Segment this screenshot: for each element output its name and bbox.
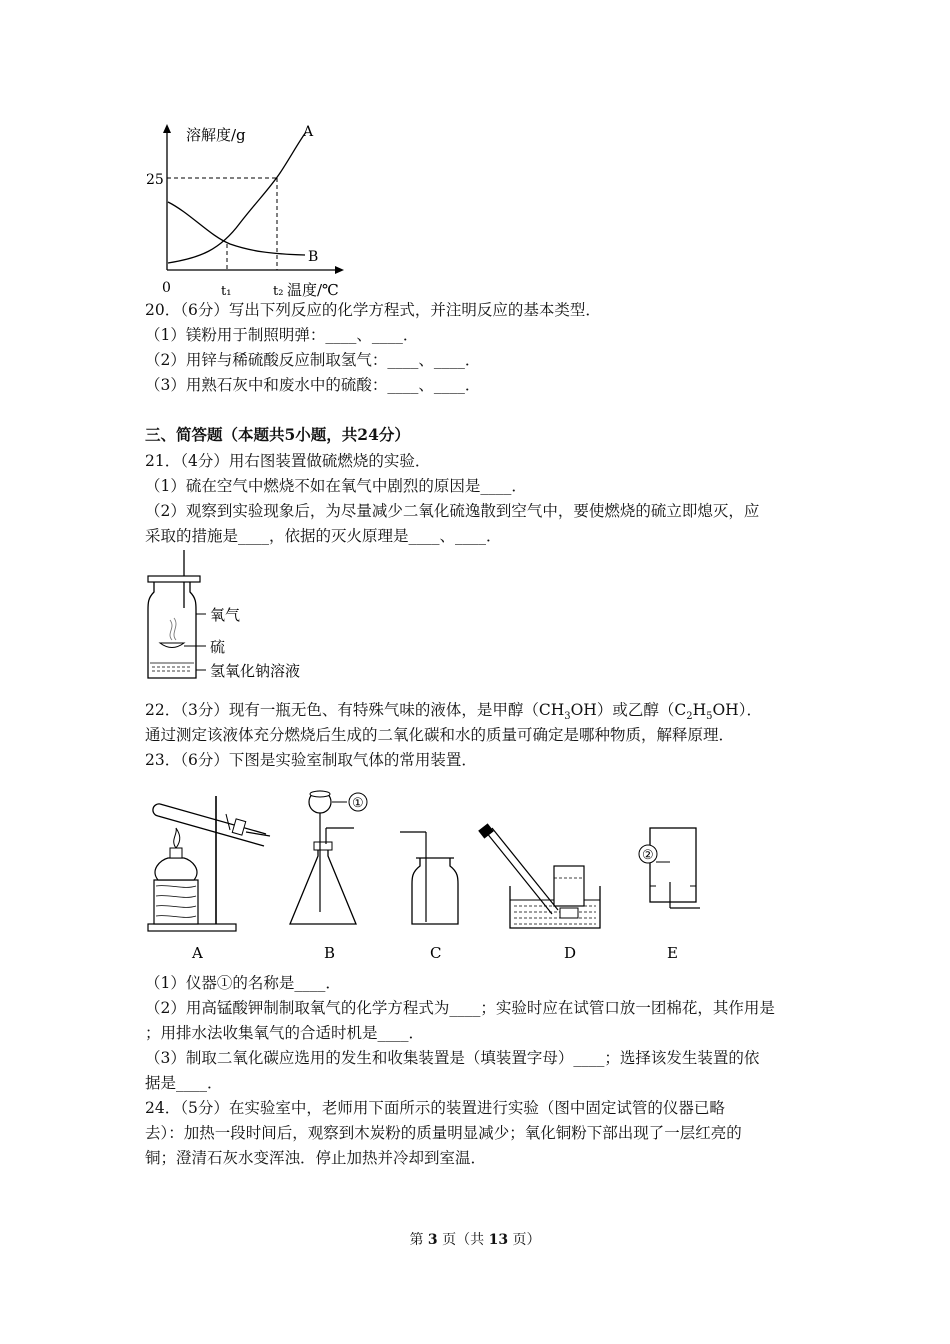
flame-wisp-1 (170, 620, 172, 640)
page-footer: 第 3 页（共 13 页） (409, 1232, 541, 1248)
solubility-chart (140, 118, 360, 300)
q24-line1: 24．（5分）在实验室中，老师用下面所示的装置进行实验（图中固定试管的仪器已略 (145, 1099, 725, 1117)
apparatus-d (478, 823, 600, 928)
label-e: E (667, 944, 678, 962)
apparatus-a (148, 796, 270, 931)
curve-a-label: A (303, 124, 314, 140)
sulfur-spoon (160, 643, 184, 648)
curve-b-label: B (308, 249, 319, 265)
label-a: A (192, 944, 203, 962)
q23-part2-line2: ；用排水法收集氧气的合适时机是____． (145, 1024, 425, 1042)
apparatus-e (639, 828, 700, 908)
q23-part2-line1: （2）用高锰酸钾制制取氧气的化学方程式为____；实验时应在试管口放一团棉花，其作用是 (145, 999, 775, 1017)
q24-line2: 去）：加热一段时间后，观察到木炭粉的质量明显减少；氧化铜粉下部出现了一层红亮的 (145, 1124, 742, 1142)
q23-part3-line1: （3）制取二氧化碳应选用的发生和收集装置是（填装置字母）____；选择该发生装置的依 (145, 1049, 760, 1067)
apparatus-c (400, 832, 458, 924)
mark-1: ① (352, 796, 364, 811)
flame-wisp-2 (174, 618, 176, 640)
x-axis-label: 温度/℃ (287, 281, 339, 299)
curve-a (168, 132, 306, 263)
glass-lid (148, 576, 200, 582)
label-naoh: 氢氧化钠溶液 (210, 662, 301, 680)
x-tick-t2: t₂ (273, 284, 284, 299)
x-axis-arrow (335, 266, 344, 274)
q21-part2-line2: 采取的措施是____，依据的灭火原理是____、____． (145, 527, 502, 545)
label-d: D (564, 944, 577, 962)
q20-part1: （1）镁粉用于制照明弹：____、____． (145, 326, 419, 344)
label-b: B (324, 944, 336, 962)
y-tick-25: 25 (146, 172, 164, 188)
origin-label: 0 (162, 280, 171, 296)
q20-part2: （2）用锌与稀硫酸反应制取氢气：____、____． (145, 351, 481, 369)
q20-stem: 20．（6分）写出下列反应的化学方程式，并注明反应的基本类型． (145, 301, 601, 319)
gas-apparatus-figure (140, 782, 710, 968)
section-title: 三、简答题（本题共5小题，共24分） (145, 425, 410, 444)
q23-part1: （1）仪器①的名称是____． (145, 974, 341, 992)
q24-line3: 铜；澄清石灰水变浑浊．停止加热并冷却到室温． (145, 1149, 487, 1167)
label-sulfur: 硫 (210, 638, 226, 656)
q21-part2-line1: （2）观察到实验现象后，为尽量减少二氧化硫逸散到空气中，要使燃烧的硫立即熄灭，应 (145, 502, 760, 520)
y-axis-label: 溶解度/g (186, 126, 246, 144)
q21-part1: （1）硫在空气中燃烧不如在氧气中剧烈的原因是____． (145, 477, 527, 495)
sulfur-burning-figure (140, 548, 350, 688)
label-c: C (430, 944, 442, 962)
x-tick-t1: t₁ (221, 284, 232, 299)
q23-stem: 23．（6分）下图是实验室制取气体的常用装置． (145, 751, 477, 769)
apparatus-b (290, 791, 367, 924)
q21-stem: 21．（4分）用右图装置做硫燃烧的实验． (145, 452, 431, 470)
mark-2: ② (642, 848, 654, 863)
q22-line1: 22．（3分）现有一瓶无色、有特殊气味的液体，是甲醇$(CH_3OH)$或乙醇$(C_2H_5OH)$． (145, 701, 762, 723)
gas-bottle (148, 582, 196, 678)
q22-line2: 通过测定该液体充分燃烧后生成的二氧化碳和水的质量可确定是哪种物质，解释原理． (145, 726, 735, 744)
q23-part3-line2: 据是____． (145, 1074, 223, 1092)
label-oxygen: 氧气 (210, 606, 241, 624)
y-axis-arrow (163, 124, 171, 133)
q20-part3: （3）用熟石灰中和废水中的硫酸：____、____． (145, 376, 481, 394)
